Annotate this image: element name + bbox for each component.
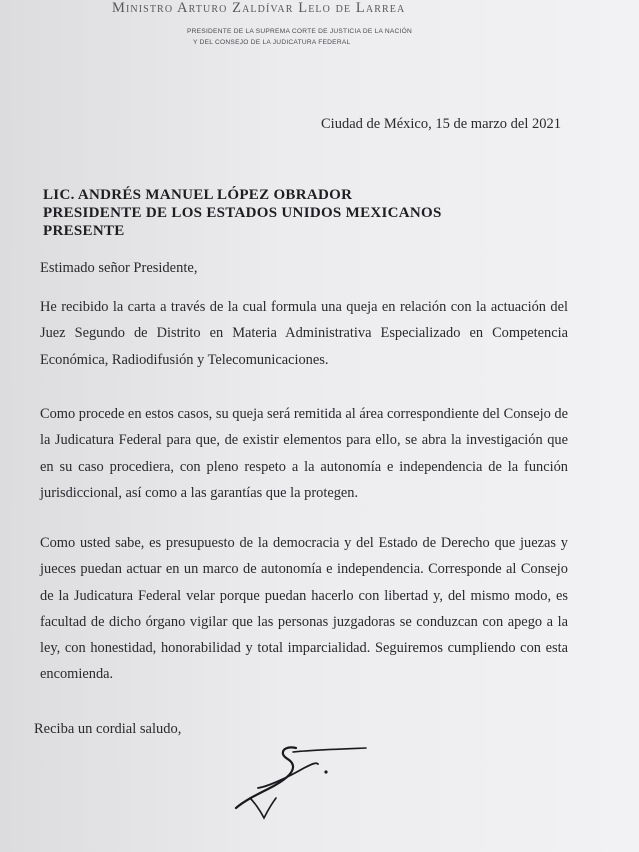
- letterhead-title-line2: Y DEL CONSEJO DE LA JUDICATURA FEDERAL: [193, 39, 351, 46]
- addressee-present: PRESENTE: [43, 223, 125, 239]
- closing-line: Reciba un cordial saludo,: [34, 721, 182, 737]
- signature-icon: [230, 740, 380, 820]
- addressee-name: LIC. ANDRÉS MANUEL LÓPEZ OBRADOR: [43, 187, 353, 203]
- salutation: Estimado señor Presidente,: [40, 260, 198, 276]
- body-paragraph: Como procede en estos casos, su queja será remitida al área correspondiente del Consejo de la Judicatura Federal para que, de existir elementos para ello, se abra la investigación que en su caso procediera, con pleno respeto a la autonomía e independencia de la función jurisdiccional, así como a las garantías que la protegen.: [40, 406, 568, 501]
- letterhead-title-line1: PRESIDENTE DE LA SUPREMA CORTE DE JUSTICIA DE LA NACIÓN: [187, 28, 413, 35]
- addressee-block: [43, 186, 442, 240]
- addressee-title: PRESIDENTE DE LOS ESTADOS UNIDOS MEXICANOS: [43, 205, 442, 221]
- letter-date: Ciudad de México, 15 de marzo del 2021: [321, 116, 561, 132]
- letterhead-name: Ministro Arturo Zaldívar Lelo de Larrea: [112, 0, 406, 16]
- body-paragraph: He recibido la carta a través de la cual formula una queja en relación con la actuación del Juez Segundo de Distrito en Materia Administrativa Especializado en Competencia Económica, Radiodifusión y Telecomunicaciones.: [40, 299, 568, 368]
- body-paragraph: Como usted sabe, es presupuesto de la democracia y del Estado de Derecho que juezas y jueces puedan actuar en un marco de autonomía e independencia. Corresponde al Consejo de la Judicatura Federal velar porque puedan hacerlo con libertad y, del mismo modo, es facultad de dicho órgano vigilar que las personas juzgadoras se conduzcan con apego a la ley, con honestidad, honorabilidad y total imparcialidad. Seguiremos cumpliendo con esta encomienda.: [40, 535, 568, 683]
